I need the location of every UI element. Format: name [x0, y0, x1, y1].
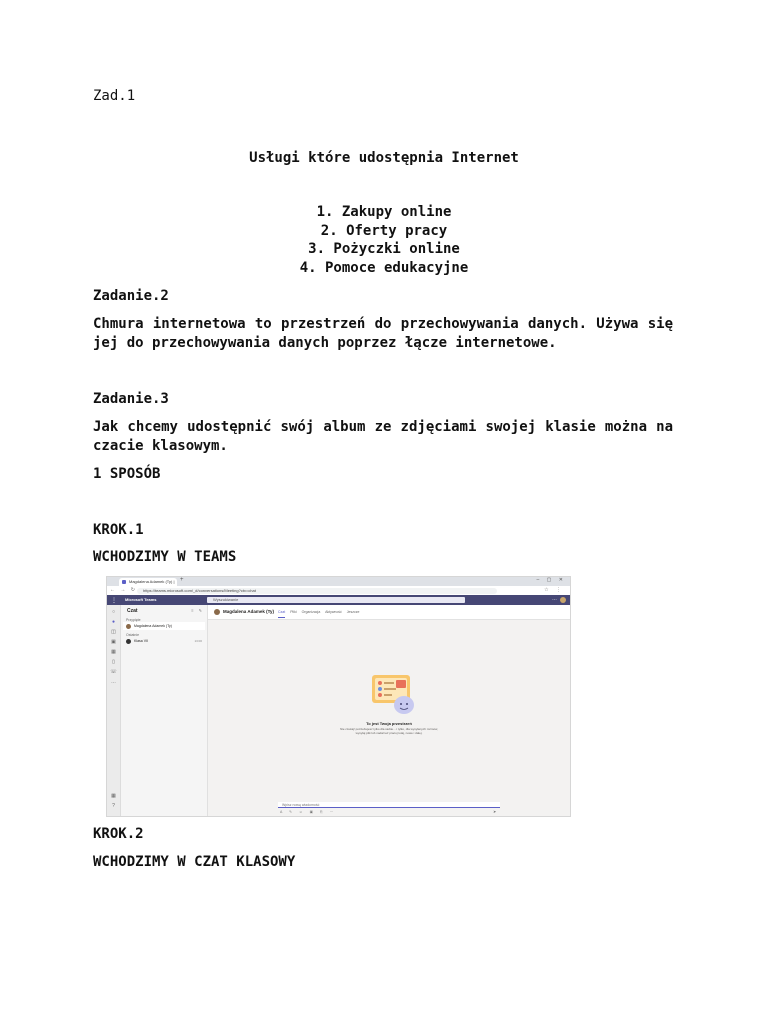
- list-item: [123, 622, 205, 630]
- files-icon: ▯: [112, 659, 115, 665]
- teams-icon: ◫: [111, 629, 116, 635]
- teams-favicon-icon: [122, 580, 126, 584]
- list-item: 3. Pożyczki online: [308, 241, 460, 257]
- url-field: https://teams.microsoft.com/_#/conversations/Meeting?ctx=chat: [137, 588, 497, 594]
- welcome-description: Nie czekaj! potrzebujesz tylko dla siebie... i tylko, dla wysyłanych rozmów, wysyłaj plik lub nadal też pracuj tutaj, nowe i dalej.: [340, 727, 438, 735]
- services-heading: Usługi które udostępnia Internet: [249, 150, 519, 166]
- list-item: 1. Zakupy online: [316, 204, 452, 220]
- chat-header-name: Magdalena Adamek (Ty): [223, 609, 275, 614]
- search-input: Wyszukiwanie: [207, 597, 465, 603]
- chat-list-pane: [121, 605, 208, 816]
- zad3-text: Jak chcemy udostępnić swój album ze zdjęciami swojej klasie można na czacie klasowym.: [93, 419, 673, 454]
- section-recent: Ostatnie: [126, 633, 140, 637]
- avatar: [126, 639, 131, 644]
- tab-activity: Aktywność: [325, 609, 342, 614]
- tab-organization: Organizacja: [301, 609, 321, 614]
- zad2-text: Chmura internetowa to przestrzeń do przechowywania danych. Używa się jej do przechowywania danych poprzez łącze internetowe.: [93, 316, 673, 351]
- chat-title: Czat: [127, 608, 138, 614]
- welcome-illustration: [366, 671, 416, 717]
- welcome-title: To jest Twoja przestrzeń: [366, 721, 412, 726]
- app-rail: [107, 605, 121, 816]
- app-grid-icon: ⋮: [111, 598, 117, 604]
- active-tab-indicator: [278, 617, 285, 618]
- avatar: [214, 609, 220, 615]
- browser-tab-title: Magdalena Adamek (Ty) |: [129, 579, 175, 584]
- new-tab-icon: +: [180, 577, 184, 583]
- method-label: 1 SPOSÓB: [93, 466, 161, 482]
- compose-tools-icon: A ✎ ☺ ▣ ⎘ ⋯: [280, 810, 337, 814]
- section-pinned: Przypięte: [126, 618, 141, 622]
- zad1-label: Zad.1: [93, 88, 136, 104]
- browser-tab-strip: [107, 577, 570, 586]
- filter-icon: ≡ ✎: [191, 608, 204, 613]
- avatar: [560, 597, 566, 603]
- zad2-label: Zadanie.2: [93, 288, 169, 304]
- chat-name: Klasa VII: [134, 639, 149, 643]
- teams-header: [107, 595, 570, 605]
- app-name: Microsoft Teams: [125, 597, 157, 602]
- chat-tabs: [278, 610, 363, 614]
- help-icon: ?: [112, 803, 115, 809]
- chat-time: 13:00: [194, 639, 202, 643]
- send-icon: ➤: [493, 809, 497, 814]
- list-item: 2. Oferty pracy: [320, 222, 448, 239]
- list-item: [123, 637, 205, 645]
- avatar: [126, 624, 131, 629]
- more-icon: …: [552, 596, 557, 602]
- step1-text: WCHODZIMY W TEAMS: [93, 549, 237, 565]
- step1-label: KROK.1: [93, 522, 144, 538]
- browser-nav-icon: ← → ↻: [110, 587, 137, 593]
- browser-tab: [119, 578, 177, 586]
- more-apps-icon: …: [111, 679, 116, 685]
- chat-header: [208, 605, 570, 620]
- browser-toolbar-icon: ☆ ⋮: [544, 587, 564, 593]
- step2-text: WCHODZIMY W CZAT KLASOWY: [93, 854, 296, 870]
- services-list: [0, 203, 768, 277]
- calendar-icon: ▦: [111, 649, 116, 655]
- tab-chat: Czat: [278, 609, 286, 614]
- chat-name: Magdalena Adamek (Ty): [134, 624, 172, 628]
- list-item: 4. Pomoce edukacyjne: [299, 259, 469, 276]
- tab-files: Pliki: [290, 609, 297, 614]
- teams-screenshot: [106, 576, 571, 817]
- assignments-icon: ▣: [111, 639, 116, 645]
- window-controls-icon: – ▢ ✕: [536, 577, 566, 583]
- tab-more: Jeszcze: [346, 609, 360, 614]
- step2-label: KROK.2: [93, 826, 144, 842]
- zad3-label: Zadanie.3: [93, 391, 169, 407]
- compose-input: Wpisz nową wiadomość: [278, 802, 500, 808]
- apps-icon: ▦: [111, 793, 116, 799]
- chat-icon: ●: [111, 619, 116, 625]
- chat-main-pane: [208, 605, 570, 816]
- calls-icon: ☏: [110, 669, 117, 675]
- activity-icon: ○: [111, 609, 116, 615]
